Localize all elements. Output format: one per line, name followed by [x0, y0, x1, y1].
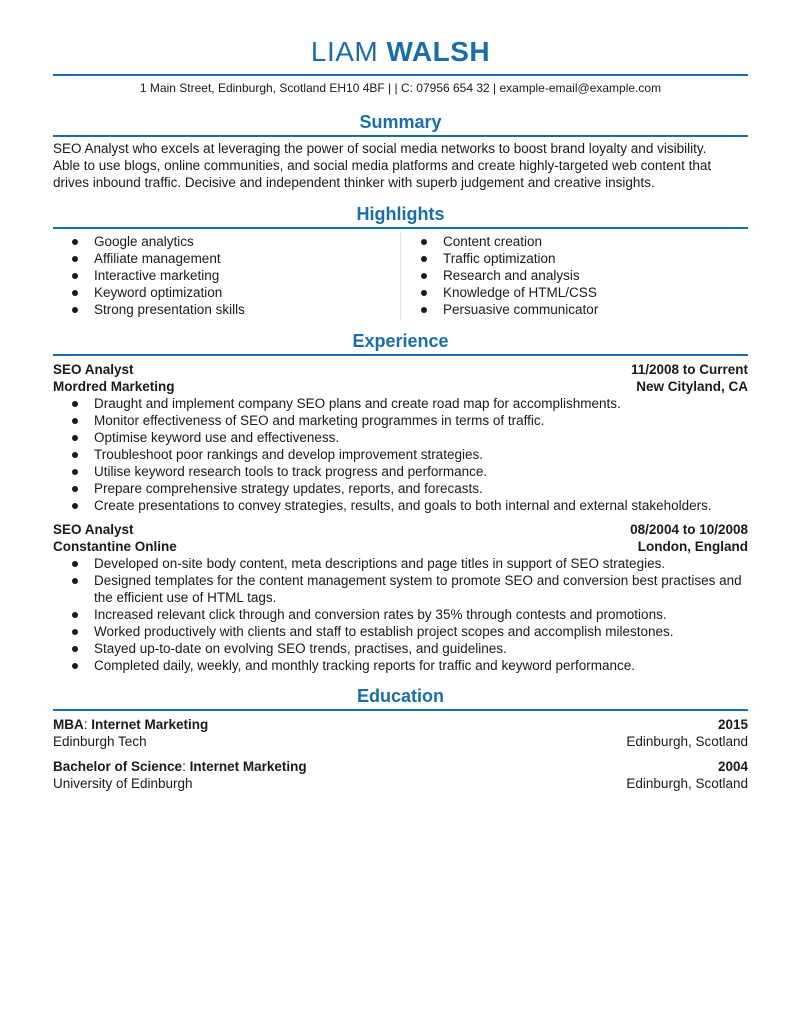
- edu-location: Edinburgh, Scotland: [626, 776, 748, 791]
- job-location: London, England: [637, 539, 748, 554]
- summary-text: [53, 140, 753, 191]
- highlights-title: Highlights: [356, 204, 445, 224]
- bullet-icon: [72, 503, 78, 509]
- bullet-icon: [421, 239, 427, 245]
- bullet-icon: [72, 646, 78, 652]
- job-dates: 08/2004 to 10/2008: [630, 522, 748, 537]
- job-dates: 11/2008 to Current: [630, 362, 748, 377]
- bullet-icon: [421, 307, 427, 313]
- highlight-item: Content creation: [402, 233, 732, 250]
- summary-title: Summary: [359, 112, 442, 132]
- bullet-icon: [72, 561, 78, 567]
- edu-field: Internet Marketing: [189, 759, 307, 774]
- highlight-item: Strong presentation skills: [53, 301, 383, 318]
- highlights-right-column: [402, 233, 732, 318]
- job-company: Mordred Marketing: [53, 379, 175, 394]
- highlights-column-divider: [400, 233, 401, 321]
- bullet-icon: [72, 469, 78, 475]
- edu-degree: Bachelor of Science: [53, 759, 183, 774]
- last-name: WALSH: [386, 36, 491, 67]
- edu-school: Edinburgh Tech: [53, 734, 147, 749]
- bullet-icon: [421, 256, 427, 262]
- edu-degree: MBA: [53, 717, 84, 732]
- highlight-item: Interactive marketing: [53, 267, 383, 284]
- contact-line: 1 Main Street, Edinburgh, Scotland EH10 4BF | | C: 07956 654 32 | example-email@example.com: [139, 81, 662, 95]
- job-bullet: Completed daily, weekly, and monthly tracking reports for traffic and keyword performance.: [53, 657, 748, 674]
- highlight-item: Traffic optimization: [402, 250, 732, 267]
- job-role: SEO Analyst: [53, 362, 134, 377]
- summary-line: drives inbound traffic. Decisive and independent thinker with superb judgement and creative insights.: [53, 175, 655, 190]
- candidate-name: [53, 36, 748, 68]
- bullet-icon: [72, 578, 78, 584]
- job-company: Constantine Online: [53, 539, 177, 554]
- summary-divider: [53, 135, 748, 137]
- highlights-left-column: [53, 233, 383, 318]
- bullet-icon: [72, 307, 78, 313]
- education-entry: Bachelor of Science: Internet Marketing 2004 University of Edinburgh Edinburgh, Scotland: [53, 759, 748, 791]
- job-bullet: Optimise keyword use and effectiveness.: [53, 429, 748, 446]
- edu-field: Internet Marketing: [91, 717, 209, 732]
- bullet-icon: [72, 418, 78, 424]
- edu-year: 2004: [717, 759, 748, 774]
- edu-location: Edinburgh, Scotland: [626, 734, 748, 749]
- experience-title: Experience: [352, 331, 449, 351]
- job-bullet: Increased relevant click through and conversion rates by 35% through contests and promotions.: [53, 606, 748, 623]
- job-role: SEO Analyst: [53, 522, 134, 537]
- summary-line: Able to use blogs, online communities, and social media platforms and create highly-targeted web content that: [53, 158, 712, 173]
- job-bullet: Draught and implement company SEO plans and create road map for accomplishments.: [53, 395, 748, 412]
- job-location: New Cityland, CA: [636, 379, 748, 394]
- bullet-icon: [72, 663, 78, 669]
- bullet-icon: [72, 486, 78, 492]
- education-title: Education: [356, 686, 444, 706]
- job-bullets: [53, 395, 748, 514]
- highlight-item: Google analytics: [53, 233, 383, 250]
- education-entry: MBA: Internet Marketing 2015 Edinburgh Tech Edinburgh, Scotland: [53, 717, 748, 749]
- bullet-icon: [421, 290, 427, 296]
- bullet-icon: [72, 435, 78, 441]
- bullet-icon: [421, 273, 427, 279]
- first-name: LIAM: [310, 36, 379, 67]
- job-bullet: Create presentations to convey strategies, results, and goals to both internal and external stakeholders.: [53, 497, 748, 514]
- bullet-icon: [72, 452, 78, 458]
- education-divider: [53, 709, 748, 711]
- job-entry: [53, 361, 748, 514]
- header-divider: [53, 74, 748, 76]
- bullet-icon: [72, 612, 78, 618]
- job-bullet: Developed on-site body content, meta descriptions and page titles in support of SEO strategies.: [53, 555, 748, 572]
- job-bullets: [53, 555, 748, 674]
- job-bullet: Worked productively with clients and staff to establish project scopes and accomplish milestones.: [53, 623, 748, 640]
- job-bullet: Troubleshoot poor rankings and develop improvement strategies.: [53, 446, 748, 463]
- bullet-icon: [72, 256, 78, 262]
- highlights-divider: [53, 227, 748, 229]
- bullet-icon: [72, 239, 78, 245]
- experience-divider: [53, 354, 748, 356]
- bullet-icon: [72, 401, 78, 407]
- highlight-item: Keyword optimization: [53, 284, 383, 301]
- edu-year: 2015: [717, 717, 748, 732]
- highlight-item: Research and analysis: [402, 267, 732, 284]
- job-bullet: Prepare comprehensive strategy updates, reports, and forecasts.: [53, 480, 748, 497]
- job-entry: [53, 521, 748, 674]
- job-bullet: Utilise keyword research tools to track progress and performance.: [53, 463, 748, 480]
- highlight-item: Knowledge of HTML/CSS: [402, 284, 732, 301]
- job-bullet: Monitor effectiveness of SEO and marketing programmes in terms of traffic.: [53, 412, 748, 429]
- summary-line: SEO Analyst who excels at leveraging the power of social media networks to boost brand loyalty and visibility.: [53, 141, 707, 156]
- job-bullet: Designed templates for the content management system to promote SEO and conversion best practises and the efficient use of HTML tags.: [53, 572, 748, 606]
- bullet-icon: [72, 629, 78, 635]
- highlight-item: Persuasive communicator: [402, 301, 732, 318]
- edu-school: University of Edinburgh: [53, 776, 193, 791]
- bullet-icon: [72, 273, 78, 279]
- highlight-item: Affiliate management: [53, 250, 383, 267]
- job-bullet: Stayed up-to-date on evolving SEO trends, practises, and guidelines.: [53, 640, 748, 657]
- bullet-icon: [72, 290, 78, 296]
